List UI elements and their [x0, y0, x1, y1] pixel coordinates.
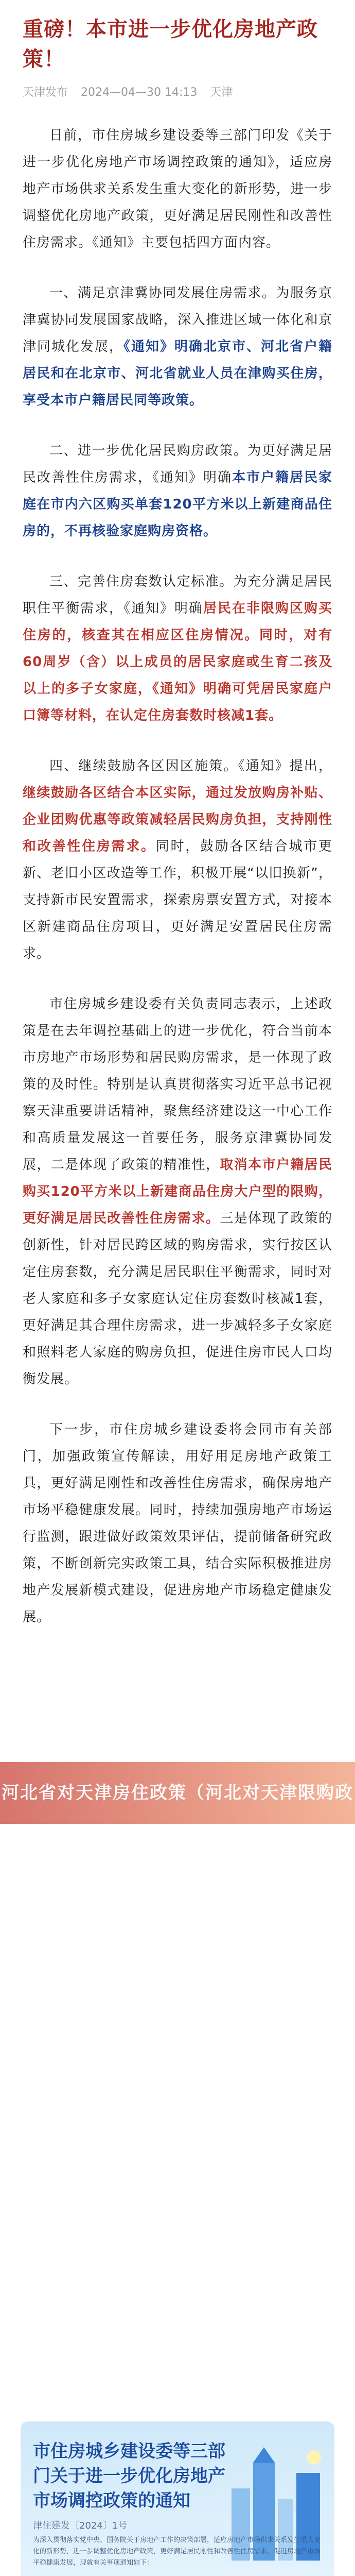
paragraph-2: 一、满足京津冀协同发展住房需求。为服务京津冀协同发展国家战略，深入推进区域一体化和京津同城化发展，《通知》明确北京市、河北省户籍居民和在北京市、河北省就业人员在津购买住房，享受本市户籍居民同等政策。 — [23, 285, 332, 408]
paragraph-3: 二、进一步优化居民购房政策。为更好满足居民改善性住房需求，《通知》明确本市户籍居民家庭在市内六区购买单套120平方米以上新建商品住房的，不再核验家庭购房资格。 — [23, 443, 332, 539]
article-datetime: 2024—04—30 14:13 — [81, 86, 198, 99]
paragraph-4: 三、完善住房套数认定标准。为充分满足居民职住平衡需求，《通知》明确居民在非限购区购买住房的，核查其在相应区住房情况。同时，对有60周岁（含）以上成员的居民家庭或生育二孩及以上的多子女家庭，《通知》明确可凭居民家庭户口簿等材料，在认定住房套数时核减1套。 — [23, 574, 332, 723]
poster-header — [33, 2439, 239, 2532]
poster-title: 市住房城乡建设委等三部门关于进一步优化房地产市场调控政策的通知 — [33, 2441, 225, 2511]
paragraph-7: 下一步，市住房城乡建设委将会同市有关部门，加强政策宣传解读，用好用足房地产政策工具，更好满足刚性和改善性住房需求，确保房地产市场平稳健康发展。同时，持续加强房地产市场运行监测，跟进做好政策效果评估，提前储备研究政策，不断创新完实政策工具，结合实际积极推进房地产发展新模式建设，促进房地产市场稳定健康发展。 — [23, 1422, 332, 1625]
poster-intro: 为深入贯彻落实党中央、国务院关于房地产工作的决策部署，适应房地产市场供求关系发生重大变化的新形势，进一步调整优化房地产政策，更好满足居民刚性和改善性住房需求，促进房地产市场平稳健康发展，现就有关事项通知如下： — [33, 2536, 321, 2567]
policy-infographic — [21, 2421, 334, 2576]
poster-doc-number: 津住建发〔2024〕1号 — [33, 2520, 128, 2531]
overlay-ad-banner[interactable]: 河北省对天津房住政策（河北对天津限购政策） — [0, 1762, 355, 1824]
article-source[interactable]: 天津发布 — [23, 86, 68, 99]
paragraph-1: 日前，市住房城乡建设委等三部门印发《关于进一步优化房地产市场调控政策的通知》，适应房地产市场供求关系发生重大变化的新形势，进一步调整优化房地产政策，更好满足居民刚性和改善性住房需求。《通知》主要包括四方面内容。 — [23, 128, 332, 250]
paragraph-6: 市住房城乡建设委有关负责同志表示，上述政策是在去年调控基础上的进一步优化，符合当前本市房地产市场形势和居民购房需求，是一体现了政策的及时性。特别是认真贯彻落实习近平总书记视察天津重要讲话精神，聚焦经济建设这一中心工作和高质量发展这一首要任务，服务京津冀协同发展，二是体现了政策的精准性，取消本市户籍居民购买120平方米以上新建商品住房大户型的限购，更好满足居民改善性住房需求。三是体现了政策的创新性，针对居民跨区域的购房需求，实行按区认定住房套数，充分满足居民职住平衡需求，同时对老人家庭和多子女家庭认定住房套数时核减1套，更好满足其合理住房需求，进一步减轻多子女家庭和照料老人家庭的购房负担，促进住房市民人口均衡发展。 — [23, 996, 332, 1387]
paragraph-5: 四、继续鼓励各区因区施策。《通知》提出，继续鼓励各区结合本区实际，通过发放购房补贴、企业团购优惠等政策减轻居民购房负担，支持刚性和改善性住房需求。同时，鼓励各区结合城市更新、老旧小区改造等工作，积极开展“以旧换新”，支持新市民安置需求，探索房票安置方式，对接本区新建商品住房项目，更好满足安置居民住房需求。 — [23, 758, 332, 961]
poster-header-area — [21, 2421, 334, 2576]
article-region: 天津 — [210, 86, 233, 99]
article-meta — [23, 83, 332, 99]
article-title: 重磅！本市进一步优化房地产政策！ — [23, 18, 318, 71]
